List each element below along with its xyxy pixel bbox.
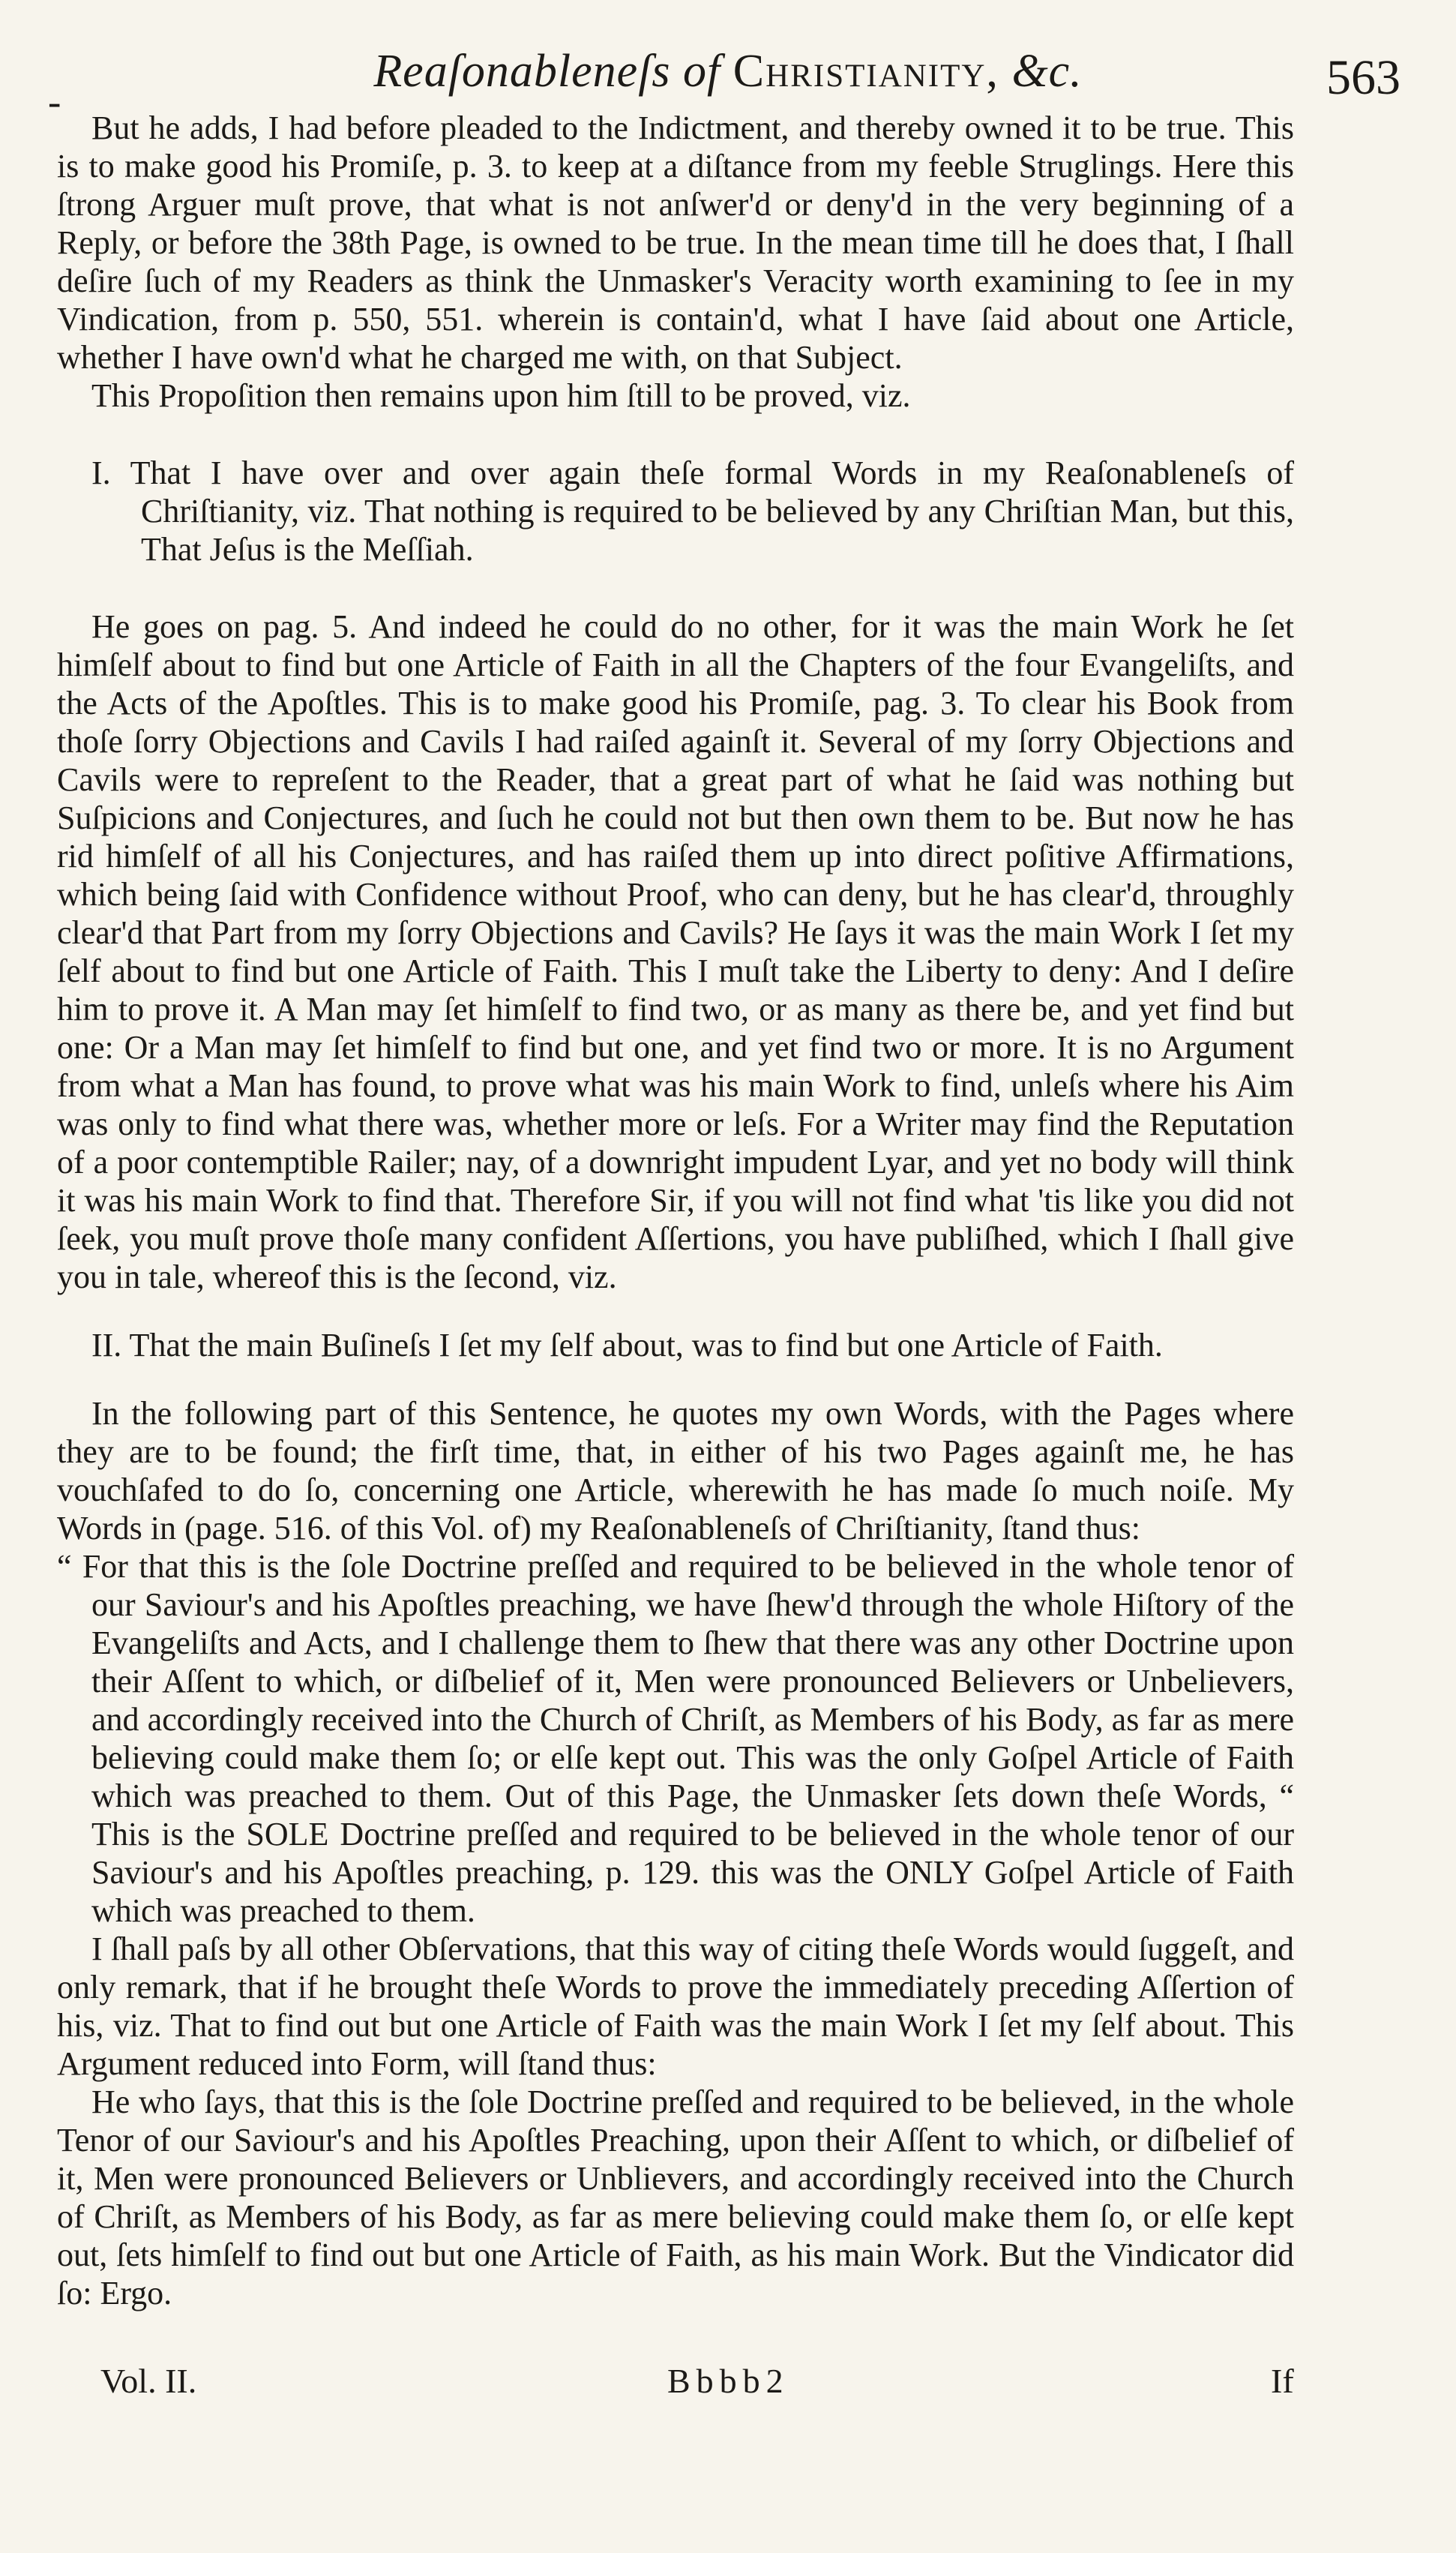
running-title-italic: Reaſonableneſs of bbox=[373, 46, 733, 97]
proposition-one: I. That I have over and over again theſe formal Words in my Reaſonableneſs of Chriſtianity, viz. That nothing is required to be believed by any Chriſtian Man, but this, That Jeſus is the Meſſiah. bbox=[91, 454, 1294, 568]
page-number: 563 bbox=[1326, 50, 1401, 105]
running-title bbox=[0, 45, 1456, 98]
running-title-caps: Christianity, bbox=[732, 46, 999, 97]
page-footer bbox=[0, 2361, 1456, 2414]
paragraph-proposition-intro: This Propoſition then remains upon him ſtill to be proved, viz. bbox=[91, 377, 911, 414]
paragraph-indictment: But he adds, I had before pleaded to the Indictment, and thereby owned it to be true. This is to make good his Promiſe, p. 3. to keep at a diſtance from my feeble Struglings. Here this ſtrong Arguer muſt prove, that what is not anſwer'd or deny'd in the very beginning of a Reply, or before the 38th Page, is owned to be true. In the mean time till he does that, I ſhall deſire ſuch of my Readers as think the Unmasker's Veracity worth examining to ſee in my Vindication, from p. 550, 551. wherein is contain'd, what I have ſaid about one Article, whether I have own'd what he charged me with, on that Subject. bbox=[57, 110, 1294, 376]
quoted-passage: “ For that this is the ſole Doctrine preſſed and required to be believed in the whole tenor of our Saviour's and his Apoſtles preaching, we have ſhew'd through the whole Hiſtory of the Evangeliſts and Acts, and I challenge them to ſhew that there was any other Doctrine upon their Aſſent to which, or diſbelief of it, Men were pronounced Believers or Unbelievers, and accordingly received into the Church of Chriſt, as Members of his Body, as far as mere believing could make them ſo; or elſe kept out. This was the only Goſpel Article of Faith which was preached to them. Out of this Page, the Unmasker ſets down theſe Words, “ This is the SOLE Doctrine preſſed and required to be believed in the whole tenor of our Saviour's and his Apoſtles preaching, p. 129. this was the ONLY Goſpel Article of Faith which was preached to them. bbox=[57, 1548, 1294, 1929]
signature-mark: Bbbb2 bbox=[667, 2362, 789, 2400]
proposition-two: II. That the main Buſineſs I ſet my ſelf about, was to find but one Article of Faith. bbox=[91, 1327, 1163, 1364]
paragraph-own-words: In the following part of this Sentence, he quotes my own Words, with the Pages where they are to be found; the firſt time, that, in either of his two Pages againſt me, he has vouchſafed to do ſo, concerning one Article, wherewith he has made ſo much noiſe. My Words in (page. 516. of this Vol. of) my Reaſonableneſs of Chriſtianity, ſtand thus: bbox=[57, 1395, 1294, 1546]
header-mark: - bbox=[48, 81, 61, 124]
running-title-end: &c. bbox=[999, 46, 1083, 97]
volume-label: Vol. II. bbox=[100, 2362, 197, 2400]
paragraph-syllogism: He who ſays, that this is the ſole Doctrine preſſed and required to be believed, in the whole Tenor of our Saviour's and his Apoſtles Preaching, upon their Aſſent to which, or diſbelief of it, Men were pronounced Believers or Unblievers, and accordingly received into the Church of Chriſt, as Members of his Body, as far as mere believing could make them ſo, or elſe kept out, ſets himſelf to find out but one Article of Faith, as his main Work. But the Vindicator did ſo: Ergo. bbox=[57, 2084, 1294, 2312]
paragraph-observations: I ſhall paſs by all other Obſervations, that this way of citing theſe Words would ſuggeſt, and only remark, that if he brought theſe Words to prove the immediately preceding Aſſertion of his, viz. That to find out but one Article of Faith was the main Work I ſet my ſelf about. This Argument reduced into Form, will ſtand thus: bbox=[57, 1930, 1294, 2082]
body-text bbox=[57, 109, 1294, 2312]
paragraph-main-work: He goes on pag. 5. And indeed he could do no other, for it was the main Work he ſet himſelf about to find but one Article of Faith in all the Chapters of the four Evangeliſts, and the Acts of the Apoſtles. This is to make good his Promiſe, pag. 3. To clear his Book from thoſe ſorry Objections and Cavils I had raiſed againſt it. Several of my ſorry Objections and Cavils were to repreſent to the Reader, that a great part of what he ſaid was nothing but Suſpicions and Conjectures, and ſuch he could not but then own them to be. But now he has rid himſelf of all his Conjectures, and has raiſed them up into direct poſitive Affirmations, which being ſaid with Confidence without Proof, who can deny, but he has clear'd, throughly clear'd that Part from my ſorry Objections and Cavils? He ſays it was the main Work I ſet my ſelf about to find but one Article of Faith. This I muſt take the Liberty to deny: And I deſire him to prove it. A Man may ſet himſelf to find two, or as many as there be, and yet find but one: Or a Man may ſet himſelf to find but one, and yet find two or more. It is no Argument from what a Man has found, to prove what was his main Work to find, unleſs where his Aim was only to find what there was, whether more or leſs. For a Writer may find the Reputation of a poor contemptible Railer; nay, of a downright impudent Lyar, and yet no body will think it was his main Work to find that. Therefore Sir, if you will not find what 'tis like you did not ſeek, you muſt prove thoſe many confident Aſſertions, you have publiſhed, which I ſhall give you in tale, whereof this is the ſecond, viz. bbox=[57, 608, 1294, 1295]
catchword: If bbox=[1271, 2362, 1294, 2400]
